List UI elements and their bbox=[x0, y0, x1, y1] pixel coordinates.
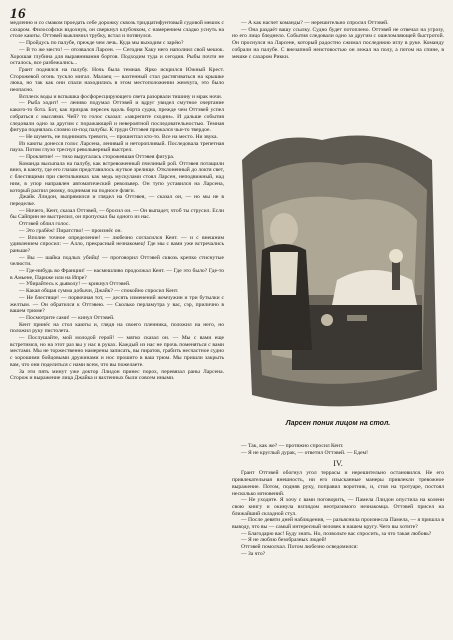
paragraph: — Так, как же? — протяжно спросил Кент. bbox=[241, 443, 344, 449]
paragraph: Всплеск воды и вспышка фосфоресцирующего света разорвали тишину и мрак ночи. bbox=[19, 93, 223, 100]
paragraph: — Она раздаёт вашу ссылку. Судно будет потоплено. Оттэвей не отвечал на угрозу, но его лицо бледнело. События следовали одно за другим с ошеломляющей быстротой. Он проснулся на Ларсене, который радостно сжимал последнюю иглу в руке. Команду собрали на палубе. С внезапной неистовостью он лежал на полу, а потом на спине, в мешке с сахаром Рикки. bbox=[232, 26, 444, 60]
paragraph: Команда высыпала на палубу, как встревоженный пчелиный рой. Оттэвея потащили вниз, в каюту, где его глазам представилось жуткое зрелище. Отклоненный до локтя свет, с блестящими при светильниках как медь мускулами стоял Ларсен, неподвижный, над ним, в упор направлен автоматический револьвер. Он тупо уставился на Ларсена, который распил рюмку, поднимая на подносе фляги. bbox=[10, 160, 224, 194]
paragraph: — Проклятие! — тихо выругалась сторожевшая Оттэвея фигура. bbox=[19, 154, 175, 161]
right-top-column bbox=[232, 20, 444, 118]
chapter-heading: IV. bbox=[333, 459, 343, 469]
paragraph: Кент принёс на стол каюты и, глядя на своего пленника, положил на него, но положил руку пистолета. bbox=[10, 321, 224, 335]
paragraph: Грант поднялся на палубу. Ночь была темная. Ярко искрился Южный Крест. Сторожевой огонь тускло мигал. Малаец — вахтенный стал растягиваться на крышке люка, но так как они спали находились в этом местоположении жемчуга, это было неопасно. bbox=[10, 66, 224, 94]
left-column bbox=[10, 20, 224, 632]
paragraph: Джайк Ллидон, выпрямился и глядел на Оттэвея, — сказал он, — но мы не в переделке. bbox=[10, 194, 224, 207]
paragraph: — Это грабёж! Пиратство! — произнёс он. bbox=[19, 227, 122, 234]
paragraph: — Рыба ходит! — лениво подумал Оттэвей и вдруг увидел смутное очертание какого-то бота. Бот, как призрак пересек вдоль борта судна, прежде чем Оттэвей успел собраться с мыслями. Чей? то голос сказал: «закрепите сходни». И дальше события следовали одно за другим с поражающей и невероятной последовательностью. Темная фигура поднялась словно из-под палубы. К груди Оттэвея прижался чьи-то твердое. bbox=[10, 100, 224, 134]
paragraph: — За что? bbox=[241, 550, 266, 557]
paragraph: — Посмотрите сами! — кинул Оттэвей. bbox=[19, 314, 115, 321]
paragraph: Оттэвей облил голос. bbox=[19, 221, 70, 228]
paragraph: — Вполне точное определение! — любезно согласился Кент. — и с внешним удивлением спросил: — Алло, прекрасный незнакомец! Где мы с вами уже встречались раньше? bbox=[10, 234, 224, 254]
paragraph: — Убирайтесь к дьяволу! — крикнул Оттэвей. bbox=[19, 281, 131, 288]
page-number: 16 bbox=[10, 6, 26, 22]
paragraph: — Благодарю вас! Буду знать. Но, позвольте вас спросить, за что такая любовь? bbox=[241, 530, 432, 537]
right-bottom-column bbox=[232, 443, 444, 633]
paragraph: — Не уходите. Я хочу с вами поговорить, — Памела Ллидон опустила на колени свою книгу и окинула взглядом неотразимого незнакомца. Оттэвей присел на ближайший складной стул. bbox=[232, 497, 444, 517]
paragraph: — Ничего, Кент, сказал Оттэвей, — бросил он. — Он выпадет, чтоб ты струсил. Если бы Сайприн не выстрелил, он пропускал бы одного из нас. bbox=[10, 207, 224, 221]
paragraph: — Вы — шайка подлых убийц! — проговорил Оттэвей сквозь крепко стиснутые челюсти. bbox=[10, 254, 224, 268]
paragraph: — Не шуметь, не поднимать тревоги, — прошептал кто-то. Все на место. Ни звука. bbox=[19, 133, 218, 140]
paragraph: Из каюты донесся голос Ларсена, ленивый и неторопливый. Последовала трепетная пауза. Потом глухо треснул револьверный выстрел. bbox=[10, 140, 224, 154]
illustration-caption: Ларсен поник лицом на стол. bbox=[285, 420, 391, 427]
paragraph: медленно и со смаком проедать себе дорожку сквозь тридцатифунтовый судовой мешок с сахаром. Философски вздохнув, он сверкнул клубочком, с намерением сладко уснуть на столе каюты. Оттэвей выключил трубку, встал и потянулся. bbox=[10, 20, 224, 40]
paragraph: — Где-нибудь во Франции! — насмешливо продолжал Кент. — Где это было? Где-то в Амьене, Париже или на Ипре? bbox=[10, 268, 224, 281]
paragraph: — А как насчет команды? — нерешительно спросил Оттэвей. bbox=[241, 20, 389, 26]
paragraph: — В то же место! — отозвался Ларсен. — Сегодня Хаку него наполнил свой мешок. Хорошая глубина для выравнивания бортов. Подходим туда и сегодня. Рыбы почти не осталось, все разбежались... bbox=[10, 46, 224, 67]
illustration bbox=[232, 120, 444, 420]
paragraph: — Не блестяще! — порвочная тот, — десять изменений жемчужин и три бутылки с желтым. — Он обратился к Оттэвею. — Сколько перламутра у вас, сэр, прилично в вашем трюме? bbox=[10, 294, 224, 315]
paragraph: — После девяти дней наблюдения, — разъяснила произнесла Памела, — я пришла в выводу, что вы — самый интересный человек в нашем кругу. Чего вы хотите? bbox=[232, 517, 444, 531]
paragraph: Грант Оттэвей обогнул угол террасы и нерешительно остановился. Не его привлекательная внешность, ни его изысканные манеры привлекли тревожное выражение. Потом, подняв руку, поправил воротник, и, стоя на тротуаре, постоял несколько мгновений. bbox=[232, 470, 444, 497]
paragraph: — Пройдусь по палубе, прежде чем лечь. Куда мы выходим с зарёю? bbox=[19, 40, 184, 47]
paragraph: — Я не круглый дурак, — ответил Оттэвей. — Едем! bbox=[241, 449, 368, 456]
paragraph: Оттэвей помолчал. Потом любезно осведомился: bbox=[241, 544, 358, 551]
paragraph: За эти пять минут уже доктор Ллидон принес порох, перевязал раны Ларсена. Сторож и выражение лица Джайка и вахтенных были совсем иными. bbox=[10, 368, 224, 382]
paragraph: — Я не люблю безобразных людей! bbox=[241, 537, 327, 544]
paragraph: — Послушайте, мой молодой герой! — мягко сказал он. — Мы с вами еще встретимся, но на этот раз вы у нас в руках. Каждый из нас не прочь поменяться с вами местами. Мы не торжественно намерены записать, вы пиратов, грабить несчастное судно с хорошими бойцовыми дружинами и нос прошито в ваш трюм. Мы пришли закрыть вам, что они поделиться с нами всем, что вы пожелаете. bbox=[10, 335, 224, 368]
paragraph: — Какая общая сумма добычи, Джайк? — спокойно спросил Кент. bbox=[19, 288, 179, 295]
